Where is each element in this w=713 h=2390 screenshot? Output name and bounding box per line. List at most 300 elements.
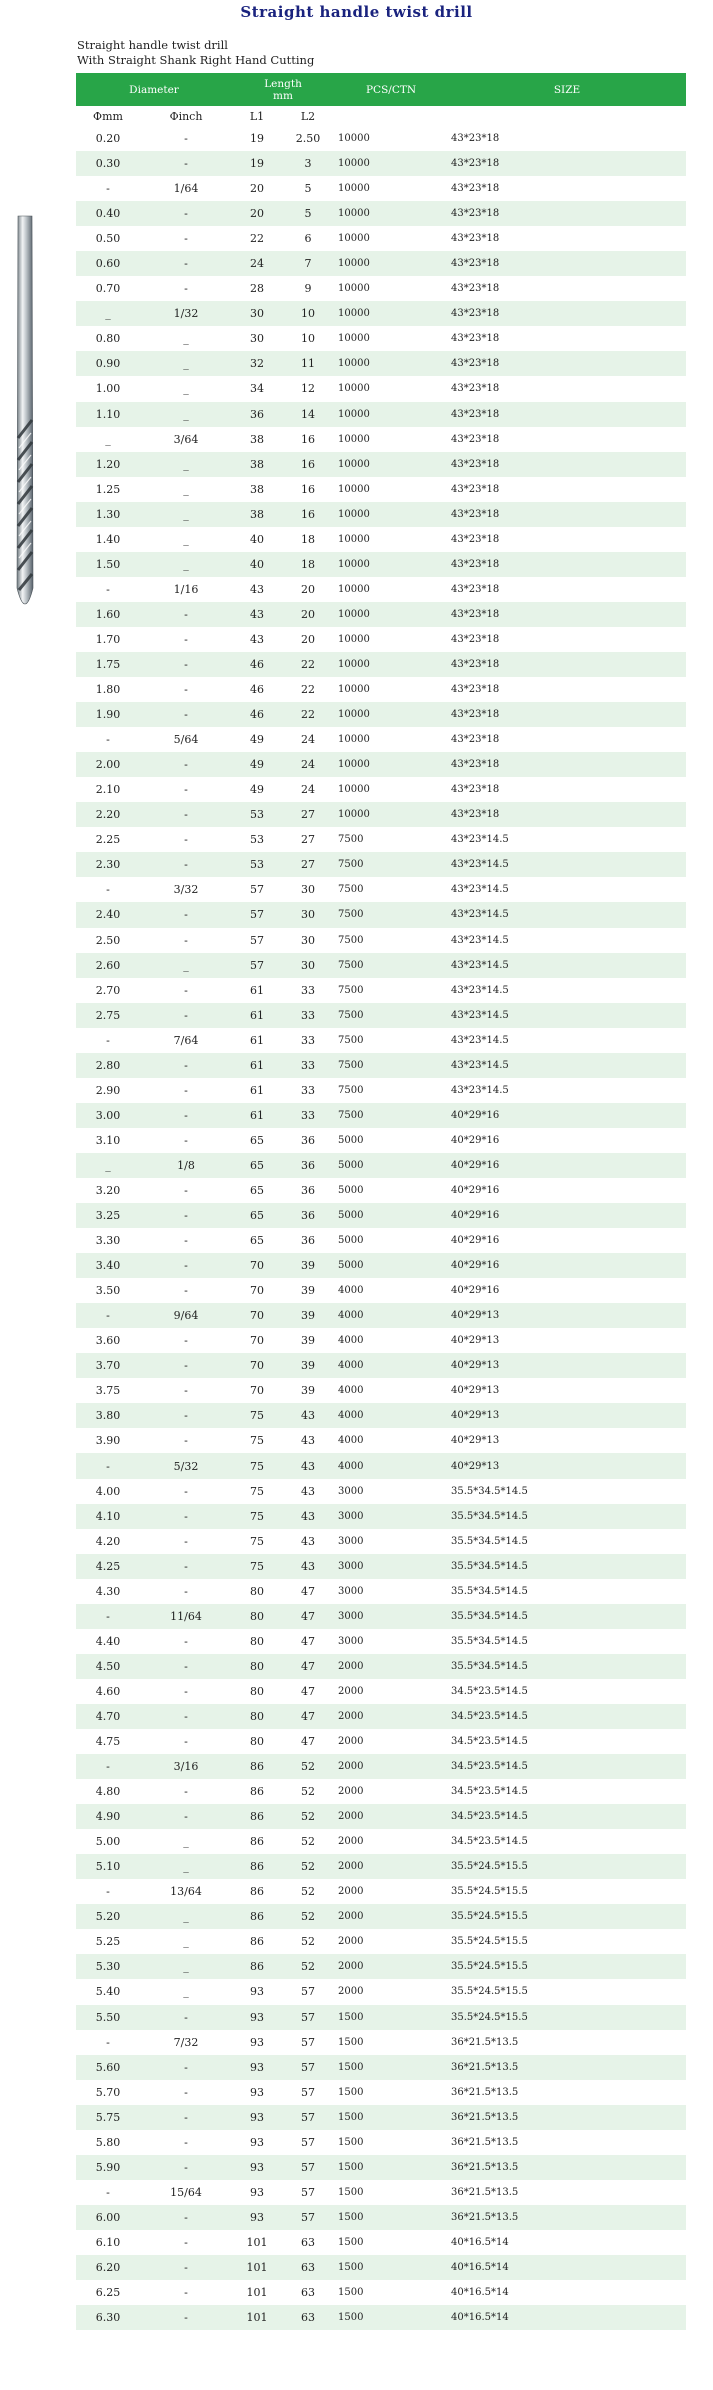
cell-size: 43*23*14.5 — [448, 953, 686, 978]
cell-l2: 47 — [301, 1684, 316, 1698]
cell-l1: 20 — [250, 182, 265, 196]
table-row — [76, 427, 686, 452]
table-row — [76, 2205, 686, 2230]
cell-l1: 75 — [250, 1484, 265, 1498]
cell-inch: _ — [140, 1904, 232, 1929]
table-row — [76, 1428, 686, 1453]
cell-inch: - — [140, 602, 232, 627]
cell-pcs: 1500 — [334, 2305, 448, 2330]
cell-inch: - — [184, 1434, 188, 1448]
cell-pcs: 1500 — [334, 2105, 448, 2130]
cell-pcs: 4000 — [338, 1285, 364, 1297]
cell-l1: 70 — [232, 1253, 282, 1278]
cell-inch: - — [184, 2085, 188, 2099]
cell-l2: 52 — [301, 1785, 316, 1799]
cell-size: 43*23*14.5 — [451, 834, 509, 846]
cell-l2: 47 — [282, 1704, 334, 1729]
cell-mm: 2.30 — [76, 852, 140, 877]
cell-inch: - — [184, 1584, 188, 1598]
table-row — [76, 1453, 686, 1478]
cell-inch: - — [140, 852, 232, 877]
cell-mm: 3.80 — [76, 1403, 140, 1428]
table-row — [76, 1604, 686, 1629]
cell-l2: 52 — [282, 1904, 334, 1929]
cell-l2: 43 — [301, 1434, 316, 1448]
size-subheader — [448, 106, 686, 126]
table-row — [76, 1754, 686, 1779]
cell-inch: - — [184, 1334, 188, 1348]
table-row — [76, 326, 686, 351]
table-row — [76, 1654, 686, 1679]
cell-pcs: 10000 — [334, 301, 448, 326]
cell-l1: 75 — [232, 1403, 282, 1428]
cell-inch: - — [184, 1534, 188, 1548]
cell-inch: - — [140, 652, 232, 677]
cell-l1: 24 — [232, 251, 282, 276]
table-row — [76, 2305, 686, 2330]
cell-size: 34.5*23.5*14.5 — [451, 1836, 528, 1848]
cell-l1: 93 — [232, 2105, 282, 2130]
cell-l1: 70 — [250, 1284, 265, 1298]
cell-mm: 6.00 — [76, 2205, 140, 2230]
cell-inch: _ — [140, 552, 232, 577]
cell-l1: 70 — [250, 1334, 265, 1348]
cell-l2: 47 — [282, 1604, 334, 1629]
cell-pcs: 10000 — [338, 483, 370, 495]
cell-l1: 93 — [232, 2205, 282, 2230]
cell-mm: 1.30 — [76, 502, 140, 527]
cell-l2: 39 — [301, 1284, 316, 1298]
cell-mm: 5.20 — [76, 1904, 140, 1929]
cell-size: 40*16.5*14 — [448, 2305, 686, 2330]
cell-mm: 2.10 — [95, 783, 121, 797]
cell-l1: 86 — [232, 1754, 282, 1779]
cell-pcs: 4000 — [338, 1385, 364, 1397]
cell-pcs: 1500 — [338, 2287, 364, 2299]
cell-l1: 65 — [232, 1153, 282, 1178]
cell-mm: 0.80 — [95, 332, 121, 346]
cell-l1: 46 — [232, 702, 282, 727]
cell-pcs: 10000 — [334, 251, 448, 276]
cell-l1: 86 — [250, 1885, 265, 1899]
table-row — [76, 1028, 686, 1053]
cell-l1: 65 — [250, 1133, 265, 1147]
cell-l1: 38 — [232, 452, 282, 477]
cell-pcs: 7500 — [334, 953, 448, 978]
cell-l2: 27 — [282, 852, 334, 877]
cell-l2: 39 — [301, 1334, 316, 1348]
cell-inch: - — [140, 752, 232, 777]
cell-inch: - — [140, 1353, 232, 1378]
cell-mm: _ — [105, 432, 111, 446]
cell-l1: 46 — [232, 652, 282, 677]
cell-size: 40*29*16 — [451, 1184, 500, 1196]
cell-l1: 53 — [232, 852, 282, 877]
cell-inch: - — [140, 1053, 232, 1078]
cell-pcs: 10000 — [338, 433, 370, 445]
cell-l1: 70 — [232, 1353, 282, 1378]
cell-size: 35.5*34.5*14.5 — [448, 1654, 686, 1679]
cell-size: 40*29*13 — [451, 1435, 500, 1447]
cell-mm: - — [76, 1754, 140, 1779]
cell-mm: 4.75 — [95, 1735, 121, 1749]
cell-mm: - — [76, 1453, 140, 1478]
table-row — [76, 2080, 686, 2105]
cell-l1: 61 — [232, 1053, 282, 1078]
table-row — [76, 1378, 686, 1403]
cell-inch: 1/64 — [173, 182, 199, 196]
cell-mm: 4.90 — [76, 1804, 140, 1829]
diameter-header: Diameter — [76, 73, 232, 106]
cell-size: 43*23*18 — [451, 734, 500, 746]
cell-mm: 4.10 — [76, 1504, 140, 1529]
table-row — [76, 1679, 686, 1704]
cell-l2: 43 — [282, 1504, 334, 1529]
cell-inch: _ — [140, 452, 232, 477]
cell-mm: 5.50 — [76, 2005, 140, 2030]
cell-size: 43*23*18 — [451, 533, 500, 545]
cell-l1: 19 — [232, 151, 282, 176]
cell-size: 43*23*18 — [448, 752, 686, 777]
cell-l2: 5 — [282, 201, 334, 226]
table-row — [76, 702, 686, 727]
cell-pcs: 1500 — [334, 2205, 448, 2230]
cell-mm: 5.25 — [95, 1935, 121, 1949]
cell-inch: - — [184, 1484, 188, 1498]
cell-pcs: 1500 — [334, 2255, 448, 2280]
cell-mm: 1.50 — [76, 552, 140, 577]
cell-l1: 80 — [232, 1704, 282, 1729]
cell-pcs: 10000 — [334, 402, 448, 427]
cell-mm: 3.70 — [76, 1353, 140, 1378]
cell-inch: 3/16 — [140, 1754, 232, 1779]
cell-mm: _ — [76, 1153, 140, 1178]
cell-size: 34.5*23.5*14.5 — [448, 1804, 686, 1829]
cell-size: 43*23*14.5 — [451, 1084, 509, 1096]
cell-l1: 61 — [232, 1103, 282, 1128]
cell-pcs: 4000 — [334, 1353, 448, 1378]
table-row — [76, 502, 686, 527]
cell-inch: 1/32 — [140, 301, 232, 326]
cell-size: 43*23*14.5 — [451, 984, 509, 996]
cell-mm: 2.40 — [76, 902, 140, 927]
cell-inch: 1/16 — [173, 582, 199, 596]
cell-pcs: 3000 — [334, 1604, 448, 1629]
cell-inch: - — [140, 2105, 232, 2130]
table-row — [76, 251, 686, 276]
cell-mm: 2.00 — [76, 752, 140, 777]
cell-inch: - — [140, 802, 232, 827]
cell-size: 36*21.5*13.5 — [451, 2036, 519, 2048]
cell-mm: 0.40 — [76, 201, 140, 226]
cell-size: 35.5*34.5*14.5 — [448, 1504, 686, 1529]
cell-inch: - — [140, 1654, 232, 1679]
cell-size: 34.5*23.5*14.5 — [448, 1754, 686, 1779]
cell-inch: - — [184, 232, 188, 246]
table-row — [76, 276, 686, 301]
cell-size: 43*23*18 — [448, 301, 686, 326]
cell-l2: 9 — [304, 282, 312, 296]
cell-l1: 30 — [232, 301, 282, 326]
page-title: Straight handle twist drill — [240, 3, 473, 21]
cell-size: 43*23*18 — [448, 502, 686, 527]
cell-l1: 101 — [232, 2255, 282, 2280]
table-row — [76, 1328, 686, 1353]
cell-l1: 93 — [250, 2185, 265, 2199]
cell-l1: 65 — [250, 1183, 265, 1197]
cell-l2: 24 — [301, 733, 316, 747]
cell-mm: - — [76, 1604, 140, 1629]
cell-size: 43*23*18 — [448, 351, 686, 376]
cell-inch: - — [140, 1003, 232, 1028]
cell-size: 40*29*13 — [448, 1303, 686, 1328]
cell-l2: 47 — [301, 1634, 316, 1648]
cell-l1: 40 — [232, 552, 282, 577]
table-row — [76, 652, 686, 677]
table-row — [76, 1629, 686, 1654]
cell-pcs: 7500 — [338, 934, 364, 946]
cell-pcs: 4000 — [338, 1435, 364, 1447]
cell-inch: - — [140, 1804, 232, 1829]
cell-pcs: 5000 — [338, 1134, 364, 1146]
cell-l2: 57 — [301, 1985, 316, 1999]
cell-inch: _ — [140, 1954, 232, 1979]
cell-pcs: 2000 — [334, 1954, 448, 1979]
cell-l2: 33 — [282, 1003, 334, 1028]
cell-l2: 39 — [282, 1303, 334, 1328]
cell-l1: 101 — [246, 2286, 268, 2300]
cell-size: 35.5*34.5*14.5 — [451, 1485, 528, 1497]
cell-inch: _ — [140, 1854, 232, 1879]
cell-l2: 39 — [282, 1353, 334, 1378]
cell-mm: 4.30 — [95, 1584, 121, 1598]
cell-pcs: 10000 — [334, 452, 448, 477]
cell-l2: 30 — [301, 883, 316, 897]
table-row — [76, 1979, 686, 2004]
cell-inch: 5/64 — [173, 733, 199, 747]
cell-mm: 5.80 — [95, 2135, 121, 2149]
cell-inch: _ — [183, 1935, 189, 1949]
cell-l1: 101 — [232, 2305, 282, 2330]
table-row — [76, 727, 686, 752]
cell-pcs: 10000 — [338, 183, 370, 195]
subtitle-line-2: With Straight Shank Right Hand Cutting — [77, 53, 315, 67]
l1-subheader: L1 — [249, 109, 265, 123]
cell-pcs: 7500 — [338, 1034, 364, 1046]
cell-size: 43*23*18 — [451, 784, 500, 796]
cell-l2: 24 — [282, 752, 334, 777]
cell-inch: - — [140, 702, 232, 727]
cell-inch: - — [140, 151, 232, 176]
length-header-label: Length — [264, 77, 302, 90]
cell-l2: 43 — [282, 1554, 334, 1579]
cell-inch: 9/64 — [140, 1303, 232, 1328]
cell-mm: 2.50 — [95, 933, 121, 947]
cell-pcs: 2000 — [334, 1754, 448, 1779]
cell-inch: - — [184, 1133, 188, 1147]
cell-l1: 70 — [250, 1384, 265, 1398]
cell-l2: 47 — [301, 1584, 316, 1598]
cell-size: 40*29*13 — [448, 1453, 686, 1478]
cell-pcs: 10000 — [338, 383, 370, 395]
cell-l2: 52 — [301, 1885, 316, 1899]
cell-l2: 27 — [282, 802, 334, 827]
table-row — [76, 777, 686, 802]
cell-l2: 52 — [301, 1835, 316, 1849]
cell-l2: 57 — [282, 2155, 334, 2180]
cell-l2: 30 — [301, 933, 316, 947]
cell-pcs: 2000 — [334, 1804, 448, 1829]
cell-mm: 2.75 — [76, 1003, 140, 1028]
table-row — [76, 151, 686, 176]
cell-mm: 4.40 — [95, 1634, 121, 1648]
cell-mm: 6.25 — [95, 2286, 121, 2300]
table-row — [76, 1479, 686, 1504]
cell-l2: 14 — [282, 402, 334, 427]
cell-mm: 4.25 — [76, 1554, 140, 1579]
table-row — [76, 1579, 686, 1604]
cell-l2: 30 — [282, 902, 334, 927]
cell-mm: - — [76, 1303, 140, 1328]
table-row — [76, 301, 686, 326]
cell-pcs: 3000 — [338, 1635, 364, 1647]
cell-mm: 4.00 — [95, 1484, 121, 1498]
cell-pcs: 10000 — [334, 502, 448, 527]
cell-size: 40*29*16 — [451, 1235, 500, 1247]
cell-l1: 93 — [250, 2135, 265, 2149]
cell-pcs: 4000 — [334, 1453, 448, 1478]
cell-inch: - — [140, 902, 232, 927]
table-row — [76, 2180, 686, 2205]
length-header-unit: mm — [273, 89, 293, 102]
cell-inch: 3/32 — [173, 883, 199, 897]
l2-subheader: L2 — [300, 109, 316, 123]
cell-size: 35.5*34.5*14.5 — [451, 1585, 528, 1597]
cell-l2: 22 — [282, 702, 334, 727]
pcs-subheader — [334, 106, 448, 126]
cell-l2: 52 — [301, 1935, 316, 1949]
table-row — [76, 827, 686, 852]
cell-l1: 86 — [232, 1954, 282, 1979]
cell-mm: 5.75 — [76, 2105, 140, 2130]
cell-inch: _ — [183, 1835, 189, 1849]
cell-l1: 57 — [250, 933, 265, 947]
cell-l1: 93 — [250, 2085, 265, 2099]
cell-inch: - — [184, 282, 188, 296]
cell-pcs: 10000 — [334, 652, 448, 677]
cell-size: 40*29*16 — [448, 1203, 686, 1228]
cell-l2: 63 — [282, 2255, 334, 2280]
cell-l1: 80 — [232, 1604, 282, 1629]
cell-inch: - — [184, 2235, 188, 2249]
cell-size: 35.5*24.5*15.5 — [448, 1954, 686, 1979]
cell-size: 40*29*16 — [448, 1153, 686, 1178]
cell-mm: 1.25 — [95, 482, 121, 496]
table-row — [76, 1554, 686, 1579]
cell-inch: 11/64 — [140, 1604, 232, 1629]
cell-pcs: 7500 — [334, 852, 448, 877]
cell-l1: 57 — [232, 902, 282, 927]
cell-l2: 57 — [301, 2085, 316, 2099]
cell-size: 40*29*16 — [451, 1285, 500, 1297]
cell-l1: 86 — [232, 1904, 282, 1929]
cell-mm: 2.70 — [95, 983, 121, 997]
cell-size: 43*23*18 — [451, 633, 500, 645]
cell-inch: _ — [183, 332, 189, 346]
cell-inch: 3/64 — [173, 432, 199, 446]
table-row — [76, 627, 686, 652]
cell-inch: - — [140, 2305, 232, 2330]
cell-inch: - — [140, 1103, 232, 1128]
cell-mm: 0.30 — [76, 151, 140, 176]
cell-inch: 7/64 — [173, 1033, 199, 1047]
cell-l1: 93 — [232, 2055, 282, 2080]
table-row — [76, 552, 686, 577]
length-header — [232, 73, 334, 106]
cell-size: 43*23*18 — [451, 133, 500, 145]
cell-pcs: 10000 — [338, 233, 370, 245]
cell-l1: 49 — [250, 733, 265, 747]
cell-size: 43*23*18 — [451, 483, 500, 495]
cell-size: 40*29*13 — [448, 1403, 686, 1428]
cell-mm: - — [106, 2185, 110, 2199]
cell-l2: 36 — [301, 1183, 316, 1197]
table-row — [76, 1779, 686, 1804]
cell-l2: 20 — [301, 582, 316, 596]
cell-pcs: 1500 — [334, 2055, 448, 2080]
cell-pcs: 5000 — [338, 1184, 364, 1196]
cell-inch: - — [184, 1284, 188, 1298]
cell-inch: - — [184, 2286, 188, 2300]
cell-l2: 11 — [282, 351, 334, 376]
cell-l1: 93 — [250, 2035, 265, 2049]
cell-l1: 75 — [232, 1554, 282, 1579]
cell-mm: 2.20 — [76, 802, 140, 827]
cell-l2: 7 — [282, 251, 334, 276]
cell-l1: 75 — [232, 1504, 282, 1529]
table-row — [76, 1403, 686, 1428]
cell-size: 43*23*14.5 — [451, 884, 509, 896]
table-row — [76, 452, 686, 477]
cell-pcs: 7500 — [338, 984, 364, 996]
cell-mm: 6.10 — [95, 2235, 121, 2249]
subtitle-line-1: Straight handle twist drill — [77, 38, 228, 52]
table-row — [76, 1078, 686, 1103]
cell-mm: 1.90 — [76, 702, 140, 727]
cell-l2: 27 — [301, 833, 316, 847]
cell-size: 40*16.5*14 — [448, 2255, 686, 2280]
cell-l1: 86 — [250, 1935, 265, 1949]
cell-size: 43*23*18 — [451, 583, 500, 595]
cell-size: 35.5*34.5*14.5 — [448, 1604, 686, 1629]
cell-mm: 3.60 — [95, 1334, 121, 1348]
cell-l2: 20 — [282, 602, 334, 627]
cell-l1: 75 — [250, 1434, 265, 1448]
cell-pcs: 4000 — [334, 1303, 448, 1328]
cell-size: 36*21.5*13.5 — [448, 2205, 686, 2230]
cell-size: 43*23*18 — [451, 684, 500, 696]
table-row — [76, 1529, 686, 1554]
cell-inch: 5/32 — [140, 1453, 232, 1478]
cell-l2: 33 — [301, 983, 316, 997]
table-row — [76, 1203, 686, 1228]
cell-mm: - — [106, 582, 110, 596]
cell-mm: 5.90 — [76, 2155, 140, 2180]
table-row — [76, 2280, 686, 2305]
cell-size: 40*16.5*14 — [451, 2287, 509, 2299]
table-row — [76, 1504, 686, 1529]
cell-l2: 22 — [301, 683, 316, 697]
